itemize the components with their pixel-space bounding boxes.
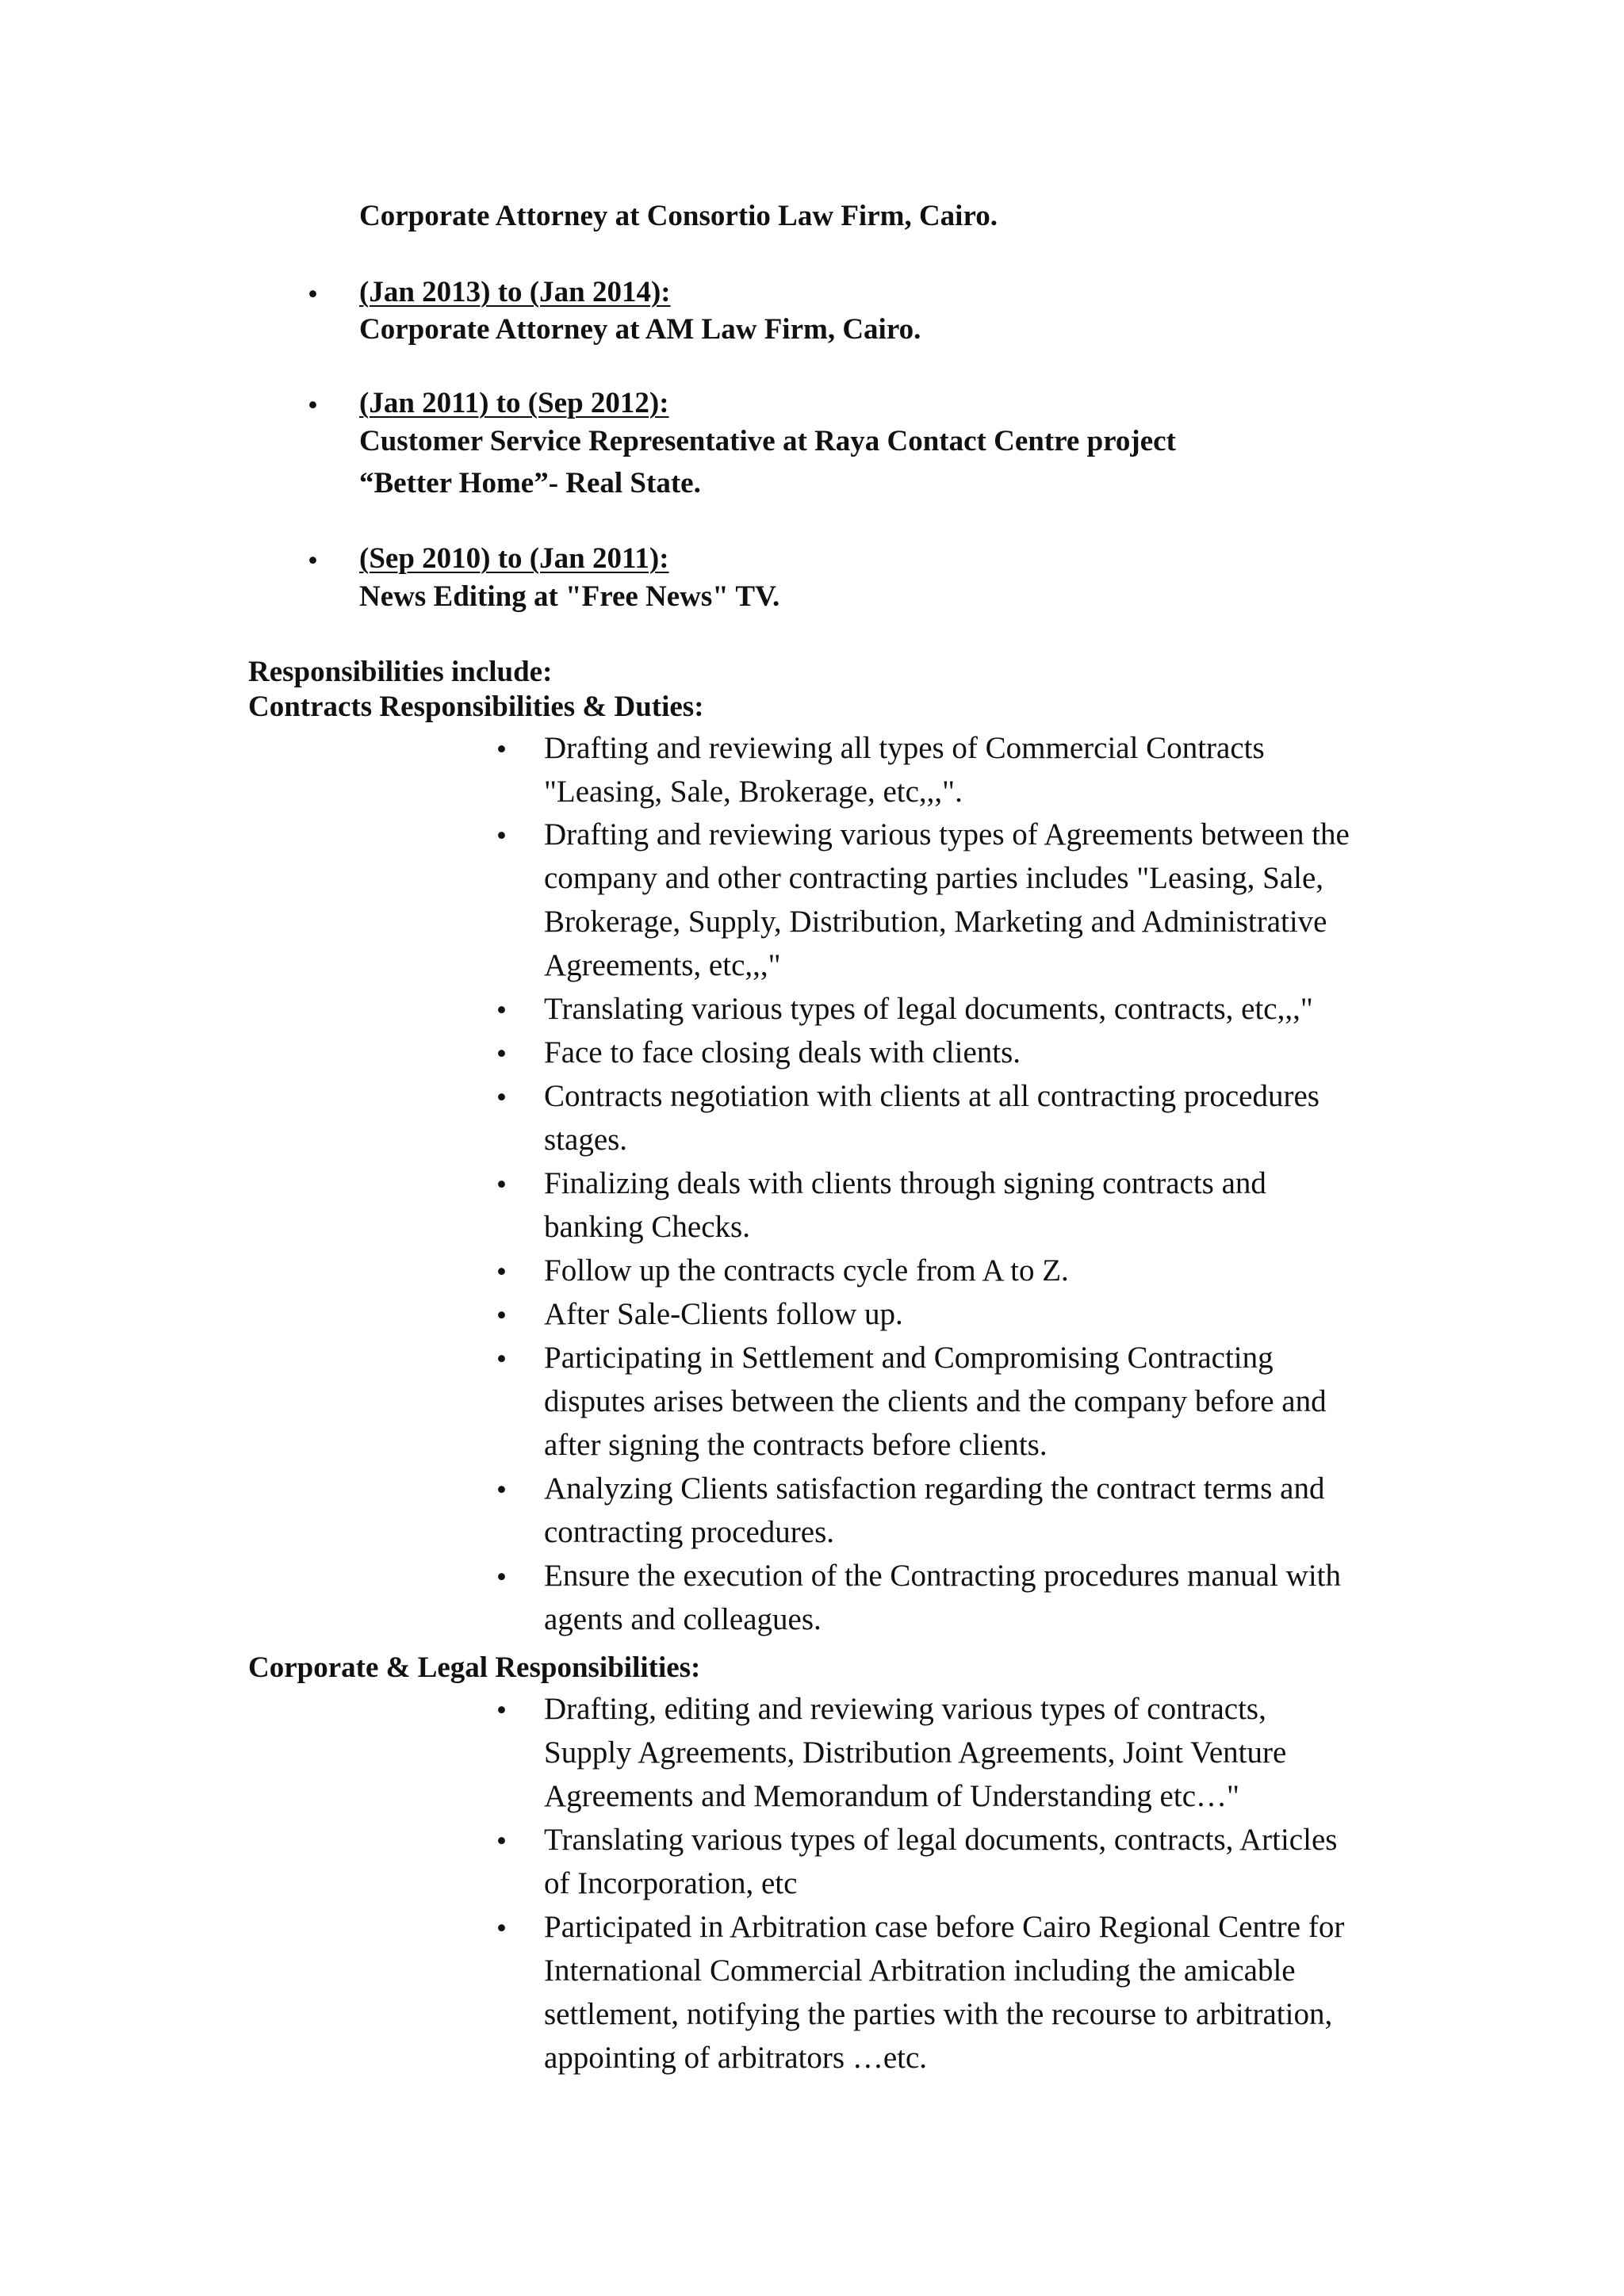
corporate-line-6: Participated in Arbitration case before Cairo Regional Centre for — [544, 1910, 1345, 1944]
contracts-heading: Contracts Responsibilities & Duties: — [248, 691, 704, 723]
bullet-icon: • — [308, 278, 318, 311]
bullet-icon: • — [496, 1694, 507, 1727]
contracts-line-14: After Sale-Clients follow up. — [544, 1297, 903, 1331]
contracts-line-20: Ensure the execution of the Contracting procedures manual with — [544, 1559, 1342, 1593]
responsibilities-heading: Responsibilities include: — [248, 656, 553, 688]
corporate-line-2: Supply Agreements, Distribution Agreements, Joint Venture — [544, 1735, 1287, 1770]
contracts-line-11: Finalizing deals with clients through signing contracts and — [544, 1166, 1266, 1200]
entry-1-role: Corporate Attorney at Consortio Law Firm, Cairo. — [359, 200, 998, 232]
contracts-line-17: after signing the contracts before clients. — [544, 1428, 1048, 1462]
corporate-line-8: settlement, notifying the parties with the recourse to arbitration, — [544, 1997, 1333, 2031]
corporate-line-4: Translating various types of legal documents, contracts, Articles — [544, 1823, 1338, 1857]
bullet-icon: • — [496, 1038, 507, 1070]
corporate-line-7: International Commercial Arbitration including the amicable — [544, 1954, 1296, 1988]
contracts-line-6: Agreements, etc,,," — [544, 948, 781, 982]
entry-3-role: Customer Service Representative at Raya Contact Centre project — [359, 425, 1176, 457]
bullet-icon: • — [496, 1256, 507, 1288]
contracts-line-18: Analyzing Clients satisfaction regarding the contract terms and — [544, 1471, 1325, 1506]
corporate-line-5: of Incorporation, etc — [544, 1866, 798, 1900]
contracts-line-10: stages. — [544, 1123, 628, 1157]
bullet-icon: • — [496, 820, 507, 852]
corporate-line-1: Drafting, editing and reviewing various types of contracts, — [544, 1692, 1266, 1726]
contracts-line-5: Brokerage, Supply, Distribution, Marketing and Administrative — [544, 905, 1327, 939]
bullet-icon: • — [496, 1169, 507, 1201]
contracts-line-9: Contracts negotiation with clients at all contracting procedures — [544, 1079, 1320, 1113]
entry-2-period: (Jan 2013) to (Jan 2014): — [359, 276, 671, 308]
entry-2-role: Corporate Attorney at AM Law Firm, Cairo. — [359, 313, 921, 346]
bullet-icon: • — [496, 1474, 507, 1506]
bullet-icon: • — [496, 1912, 507, 1945]
contracts-line-8: Face to face closing deals with clients. — [544, 1035, 1021, 1070]
corporate-line-3: Agreements and Memorandum of Understanding etc…" — [544, 1779, 1239, 1813]
entry-4-period: (Sep 2010) to (Jan 2011): — [359, 542, 669, 575]
corporate-line-9: appointing of arbitrators …etc. — [544, 2041, 928, 2075]
contracts-line-12: banking Checks. — [544, 1210, 750, 1244]
bullet-icon: • — [496, 1343, 507, 1376]
bullet-icon: • — [496, 994, 507, 1027]
corporate-heading: Corporate & Legal Responsibilities: — [248, 1651, 701, 1684]
contracts-line-3: Drafting and reviewing various types of Agreements between the — [544, 817, 1350, 851]
entry-3-period: (Jan 2011) to (Sep 2012): — [359, 387, 669, 419]
contracts-line-7: Translating various types of legal documents, contracts, etc,,," — [544, 992, 1313, 1026]
contracts-line-13: Follow up the contracts cycle from A to Z. — [544, 1253, 1069, 1288]
bullet-icon: • — [496, 1561, 507, 1594]
contracts-line-1: Drafting and reviewing all types of Commercial Contracts — [544, 731, 1265, 765]
entry-4-role: News Editing at "Free News" TV. — [359, 580, 780, 613]
contracts-line-2: "Leasing, Sale, Brokerage, etc,,,". — [544, 775, 963, 809]
contracts-line-16: disputes arises between the clients and the company before and — [544, 1384, 1327, 1418]
bullet-icon: • — [496, 1081, 507, 1114]
contracts-line-15: Participating in Settlement and Compromising Contracting — [544, 1341, 1274, 1375]
contracts-line-4: company and other contracting parties includes "Leasing, Sale, — [544, 861, 1324, 895]
bullet-icon: • — [308, 389, 318, 422]
contracts-line-21: agents and colleagues. — [544, 1602, 822, 1636]
bullet-icon: • — [496, 1825, 507, 1858]
bullet-icon: • — [308, 545, 318, 577]
bullet-icon: • — [496, 1299, 507, 1332]
contracts-line-19: contracting procedures. — [544, 1515, 835, 1549]
entry-3-role-line2: “Better Home”- Real State. — [359, 467, 701, 499]
bullet-icon: • — [496, 733, 507, 766]
